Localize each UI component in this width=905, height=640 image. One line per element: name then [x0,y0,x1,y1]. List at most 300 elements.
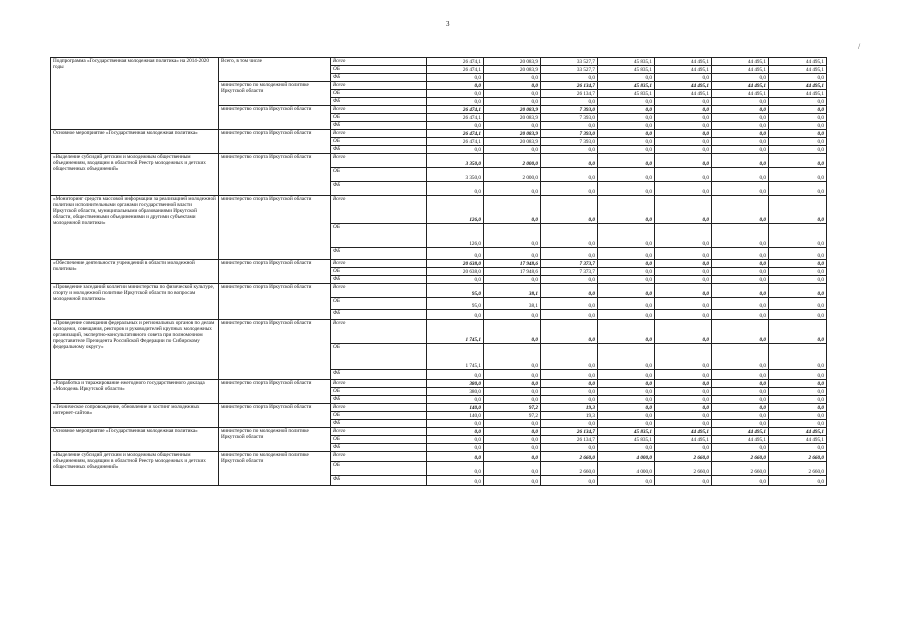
amount-cell: 0,0 [427,74,484,82]
amount-cell: 0,0 [484,182,541,196]
amount-cell: 0,0 [712,320,769,344]
amount-cell: 2 660,0 [769,462,827,476]
funding-source: ОБ [331,168,427,182]
amount-cell: 140,0 [427,404,484,412]
amount-cell: 0,0 [655,146,712,154]
amount-cell: 44 495,1 [655,82,712,90]
amount-cell: 0,0 [598,154,655,168]
amount-cell: 0,0 [598,146,655,154]
page-number: 3 [446,20,450,28]
amount-cell: 0,0 [484,436,541,444]
amount-cell: 0,0 [598,310,655,320]
amount-cell: 0,0 [769,122,827,130]
amount-cell: 0,0 [427,122,484,130]
event-name: «Выделение субсидий детским и молодежным общественным объединениям, входящим в областной Реестр молодежных и детских общественных объединений» [51,452,219,486]
amount-cell: 0,0 [769,476,827,486]
amount-cell: 0,0 [427,98,484,106]
funding-source: Всего [331,404,427,412]
amount-cell: 0,0 [484,452,541,462]
amount-cell: 2 000,0 [484,168,541,182]
amount-cell: 0,0 [712,396,769,404]
amount-cell: 0,0 [655,168,712,182]
amount-cell: 0,0 [712,154,769,168]
funding-source: ОБ [331,436,427,444]
amount-cell: 0,0 [541,146,598,154]
amount-cell: 0,0 [655,106,712,114]
amount-cell: 0,0 [427,436,484,444]
amount-cell: 44 495,1 [712,436,769,444]
event-name: «Проведение совещания федеральных и региональных органов по делам молодежи, совещания, ректоров и руководителей крупных молодежных организаций, экспертно-консультативного совета при полномочном представителе Президента Российской Федерации по Сибирскому федеральному округу» [51,320,219,380]
amount-cell: 0,0 [484,248,541,260]
amount-cell: 0,0 [769,370,827,380]
amount-cell: 0,0 [598,380,655,388]
amount-cell: 0,0 [769,182,827,196]
amount-cell: 0,0 [484,428,541,436]
amount-cell: 0,0 [484,98,541,106]
amount-cell: 0,0 [655,396,712,404]
amount-cell: 95,0 [427,284,484,298]
amount-cell: 7 373,7 [541,268,598,276]
amount-cell: 0,0 [655,182,712,196]
executor: министерство спорта Иркутской области [219,380,331,404]
amount-cell: 0,0 [712,182,769,196]
amount-cell: 0,0 [427,82,484,90]
amount-cell: 0,0 [427,370,484,380]
amount-cell: 0,0 [655,476,712,486]
amount-cell: 7 393,0 [541,106,598,114]
amount-cell: 26 474,1 [427,114,484,122]
amount-cell: 0,0 [541,284,598,298]
amount-cell: 44 495,1 [769,66,827,74]
amount-cell: 0,0 [484,122,541,130]
amount-cell: 44 495,1 [655,428,712,436]
funding-source: Всего [331,196,427,224]
amount-cell: 0,0 [541,310,598,320]
table-row [51,404,827,412]
amount-cell: 2 660,0 [655,462,712,476]
amount-cell: 0,0 [598,74,655,82]
amount-cell: 0,0 [541,98,598,106]
amount-cell: 0,0 [769,168,827,182]
event-name: Подпрограмма «Государственная молодежная политика» на 2014-2020 годы [51,58,219,130]
amount-cell: 0,0 [427,276,484,284]
table-row [51,284,827,298]
table-row [51,428,827,436]
amount-cell: 0,0 [769,412,827,420]
event-name: «Мониторинг средств массовой информации за реализацией молодежной политики исполнительными органами государственной власти Иркутской области, муниципальными образованиями Иркутской области, общественными объединениями и другими субъектами молодежной политики» [51,196,219,260]
amount-cell: 0,0 [541,388,598,396]
table-row [51,130,827,138]
amount-cell: 0,0 [712,248,769,260]
amount-cell: 0,0 [427,146,484,154]
amount-cell: 0,0 [769,106,827,114]
event-name: «Проведение заседаний коллегии министерства по физической культуре, спорту и молодежной политике Иркутской области по вопросам молодежной политики» [51,284,219,320]
amount-cell: 0,0 [712,276,769,284]
funding-source: Всего [331,320,427,344]
amount-cell: 0,0 [427,462,484,476]
amount-cell: 0,0 [655,320,712,344]
amount-cell: 0,0 [655,404,712,412]
amount-cell: 126,0 [427,224,484,248]
amount-cell: 0,0 [541,224,598,248]
amount-cell: 0,0 [769,138,827,146]
amount-cell: 26 134,7 [541,436,598,444]
amount-cell: 0,0 [598,444,655,452]
amount-cell: 95,0 [427,298,484,310]
funding-source: Всего [331,82,427,90]
amount-cell: 0,0 [427,428,484,436]
amount-cell: 0,0 [712,412,769,420]
funding-source: ФБ [331,248,427,260]
amount-cell: 17 948,6 [484,268,541,276]
funding-source: ФБ [331,420,427,428]
amount-cell: 0,0 [427,182,484,196]
amount-cell: 0,0 [712,260,769,268]
executor: министерство спорта Иркутской области [219,320,331,380]
amount-cell: 0,0 [769,98,827,106]
amount-cell: 0,0 [427,420,484,428]
amount-cell: 126,0 [427,196,484,224]
amount-cell: 0,0 [769,344,827,370]
amount-cell: 2 660,0 [769,452,827,462]
amount-cell: 0,0 [484,320,541,344]
amount-cell: 44 495,1 [712,58,769,66]
executor: министерство по молодежной политике Иркутской области [219,82,331,106]
amount-cell: 0,0 [484,276,541,284]
amount-cell: 0,0 [769,444,827,452]
amount-cell: 0,0 [769,284,827,298]
amount-cell: 44 495,1 [712,66,769,74]
amount-cell: 0,0 [598,122,655,130]
amount-cell: 0,0 [769,320,827,344]
amount-cell: 0,0 [484,74,541,82]
executor: министерство спорта Иркутской области [219,284,331,320]
amount-cell: 0,0 [484,196,541,224]
amount-cell: 20 638,0 [427,268,484,276]
amount-cell: 44 495,1 [655,58,712,66]
funding-source: ФБ [331,370,427,380]
amount-cell: 44 495,1 [712,82,769,90]
funding-source: ОБ [331,388,427,396]
amount-cell: 0,0 [598,268,655,276]
amount-cell: 0,0 [598,404,655,412]
amount-cell: 26 134,7 [541,90,598,98]
amount-cell: 20 083,9 [484,58,541,66]
funding-source: ФБ [331,310,427,320]
funding-source: ФБ [331,74,427,82]
amount-cell: 0,0 [427,476,484,486]
amount-cell: 0,0 [598,196,655,224]
event-name: Основное мероприятие «Государственная молодежная политика» [51,428,219,452]
amount-cell: 0,0 [712,74,769,82]
amount-cell: 0,0 [484,146,541,154]
amount-cell: 20 638,0 [427,260,484,268]
amount-cell: 0,0 [541,444,598,452]
amount-cell: 0,0 [769,298,827,310]
amount-cell: 38,1 [484,298,541,310]
table-row [51,58,827,66]
amount-cell: 0,0 [484,224,541,248]
amount-cell: 44 495,1 [655,436,712,444]
amount-cell: 0,0 [655,344,712,370]
amount-cell: 0,0 [769,276,827,284]
executor: министерство спорта Иркутской области [219,404,331,428]
amount-cell: 0,0 [484,82,541,90]
amount-cell: 2 660,0 [541,452,598,462]
amount-cell: 0,0 [655,138,712,146]
amount-cell: 0,0 [541,182,598,196]
amount-cell: 20 083,9 [484,114,541,122]
amount-cell: 0,0 [541,168,598,182]
amount-cell: 0,0 [598,114,655,122]
amount-cell: 0,0 [712,370,769,380]
amount-cell: 45 835,1 [598,82,655,90]
amount-cell: 0,0 [541,420,598,428]
amount-cell: 0,0 [712,98,769,106]
amount-cell: 0,0 [598,168,655,182]
amount-cell: 0,0 [598,138,655,146]
amount-cell: 0,0 [598,420,655,428]
amount-cell: 44 495,1 [655,66,712,74]
amount-cell: 4 000,0 [598,462,655,476]
amount-cell: 0,0 [598,298,655,310]
executor: министерство спорта Иркутской области [219,260,331,284]
amount-cell: 0,0 [655,284,712,298]
table-row [51,154,827,168]
amount-cell: 0,0 [484,444,541,452]
amount-cell: 26 474,1 [427,138,484,146]
executor: министерство по молодежной политике Иркутской области [219,452,331,486]
amount-cell: 26 134,7 [541,428,598,436]
amount-cell: 0,0 [541,396,598,404]
amount-cell: 1 745,1 [427,320,484,344]
amount-cell: 0,0 [655,130,712,138]
funding-source: Всего [331,106,427,114]
amount-cell: 0,0 [655,370,712,380]
amount-cell: 0,0 [769,268,827,276]
event-name: Основное мероприятие «Государственная молодежная политика» [51,130,219,154]
amount-cell: 20 083,9 [484,130,541,138]
funding-source: ОБ [331,344,427,370]
amount-cell: 7 393,0 [541,130,598,138]
amount-cell: 380,0 [427,388,484,396]
amount-cell: 0,0 [769,114,827,122]
amount-cell: 0,0 [598,370,655,380]
funding-source: ОБ [331,268,427,276]
amount-cell: 0,0 [769,404,827,412]
amount-cell: 0,0 [427,248,484,260]
event-name: «Разработка и тиражирование ежегодного государственного доклада «Молодежь Иркутской области» [51,380,219,404]
funding-source: ОБ [331,298,427,310]
funding-source: ОБ [331,66,427,74]
amount-cell: 0,0 [655,412,712,420]
amount-cell: 0,0 [769,260,827,268]
amount-cell: 33 527,7 [541,66,598,74]
amount-cell: 0,0 [655,420,712,428]
amount-cell: 0,0 [655,260,712,268]
amount-cell: 0,0 [712,130,769,138]
amount-cell: 0,0 [712,298,769,310]
amount-cell: 0,0 [712,146,769,154]
amount-cell: 3 350,0 [427,154,484,168]
amount-cell: 0,0 [598,320,655,344]
amount-cell: 0,0 [598,476,655,486]
executor: министерство по молодежной политике Иркутской области [219,428,331,452]
funding-source: ФБ [331,98,427,106]
amount-cell: 20 083,9 [484,66,541,74]
amount-cell: 38,1 [484,284,541,298]
amount-cell: 0,0 [769,154,827,168]
amount-cell: 0,0 [712,404,769,412]
amount-cell: 26 474,1 [427,58,484,66]
amount-cell: 26 474,1 [427,66,484,74]
amount-cell: 0,0 [712,122,769,130]
amount-cell: 0,0 [769,388,827,396]
amount-cell: 0,0 [655,310,712,320]
amount-cell: 0,0 [484,380,541,388]
table-row [51,320,827,344]
amount-cell: 2 660,0 [712,452,769,462]
table-row [51,380,827,388]
amount-cell: 0,0 [712,388,769,396]
funding-source: Всего [331,452,427,462]
funding-source: ОБ [331,412,427,420]
amount-cell: 0,0 [598,284,655,298]
funding-source: ФБ [331,396,427,404]
amount-cell: 0,0 [712,224,769,248]
amount-cell: 0,0 [712,138,769,146]
amount-cell: 0,0 [769,380,827,388]
funding-source: ОБ [331,224,427,248]
amount-cell: 44 495,1 [712,90,769,98]
amount-cell: 0,0 [655,380,712,388]
funding-source: ФБ [331,122,427,130]
amount-cell: 0,0 [484,370,541,380]
amount-cell: 0,0 [541,320,598,344]
amount-cell: 1 745,1 [427,344,484,370]
amount-cell: 0,0 [484,462,541,476]
amount-cell: 7 393,0 [541,114,598,122]
executor: министерство спорта Иркутской области [219,106,331,130]
amount-cell: 2 660,0 [541,462,598,476]
funding-source: ОБ [331,114,427,122]
amount-cell: 2 660,0 [712,462,769,476]
amount-cell: 0,0 [655,114,712,122]
amount-cell: 0,0 [769,74,827,82]
amount-cell: 0,0 [598,388,655,396]
amount-cell: 44 495,1 [769,58,827,66]
executor: Всего, в том числе [219,58,331,82]
funding-source: Всего [331,284,427,298]
funding-source: ФБ [331,444,427,452]
amount-cell: 0,0 [598,98,655,106]
amount-cell: 0,0 [712,114,769,122]
amount-cell: 0,0 [598,412,655,420]
amount-cell: 0,0 [484,420,541,428]
event-name: «Техническое сопровождение, обновление и хостинг молодежных интернет-сайтов» [51,404,219,428]
corner-mark: / [858,42,861,51]
amount-cell: 0,0 [598,106,655,114]
amount-cell: 2 000,0 [484,154,541,168]
amount-cell: 0,0 [541,476,598,486]
amount-cell: 20 083,9 [484,106,541,114]
amount-cell: 0,0 [769,224,827,248]
amount-cell: 0,0 [655,122,712,130]
amount-cell: 0,0 [427,444,484,452]
amount-cell: 44 495,1 [769,436,827,444]
amount-cell: 0,0 [484,388,541,396]
amount-cell: 44 495,1 [769,82,827,90]
amount-cell: 0,0 [712,168,769,182]
amount-cell: 0,0 [655,196,712,224]
amount-cell: 0,0 [598,182,655,196]
amount-cell: 0,0 [655,248,712,260]
amount-cell: 0,0 [541,380,598,388]
amount-cell: 0,0 [541,344,598,370]
table-row [51,196,827,224]
amount-cell: 0,0 [541,248,598,260]
funding-source: ФБ [331,146,427,154]
amount-cell: 44 495,1 [769,90,827,98]
amount-cell: 3 350,0 [427,168,484,182]
amount-cell: 26 474,1 [427,130,484,138]
amount-cell: 44 495,1 [712,428,769,436]
amount-cell: 0,0 [598,224,655,248]
executor: министерство спорта Иркутской области [219,154,331,196]
amount-cell: 0,0 [598,248,655,260]
amount-cell: 20 083,9 [484,138,541,146]
event-name: «Обеспечение деятельности учреждений в области молодежной политики» [51,260,219,284]
amount-cell: 4 000,0 [598,452,655,462]
amount-cell: 0,0 [655,98,712,106]
funding-source: Всего [331,428,427,436]
amount-cell: 2 660,0 [655,452,712,462]
funding-source: ФБ [331,182,427,196]
amount-cell: 0,0 [655,74,712,82]
amount-cell: 0,0 [769,420,827,428]
amount-cell: 7 393,0 [541,138,598,146]
amount-cell: 0,0 [769,146,827,154]
amount-cell: 0,0 [769,196,827,224]
amount-cell: 0,0 [655,276,712,284]
amount-cell: 0,0 [484,476,541,486]
amount-cell: 0,0 [712,476,769,486]
amount-cell: 0,0 [712,268,769,276]
amount-cell: 0,0 [712,106,769,114]
amount-cell: 0,0 [712,444,769,452]
amount-cell: 0,0 [598,396,655,404]
funding-source: ОБ [331,138,427,146]
amount-cell: 0,0 [655,298,712,310]
amount-cell: 0,0 [655,154,712,168]
amount-cell: 26 134,7 [541,82,598,90]
funding-source: ФБ [331,476,427,486]
amount-cell: 0,0 [541,74,598,82]
amount-cell: 0,0 [598,344,655,370]
amount-cell: 0,0 [769,130,827,138]
funding-source: Всего [331,58,427,66]
amount-cell: 0,0 [484,310,541,320]
amount-cell: 0,0 [541,298,598,310]
amount-cell: 17 948,6 [484,260,541,268]
amount-cell: 0,0 [598,276,655,284]
amount-cell: 45 835,1 [598,90,655,98]
amount-cell: 0,0 [541,276,598,284]
amount-cell: 0,0 [769,396,827,404]
amount-cell: 44 495,1 [769,428,827,436]
amount-cell: 0,0 [598,260,655,268]
executor: министерство спорта Иркутской области [219,130,331,154]
